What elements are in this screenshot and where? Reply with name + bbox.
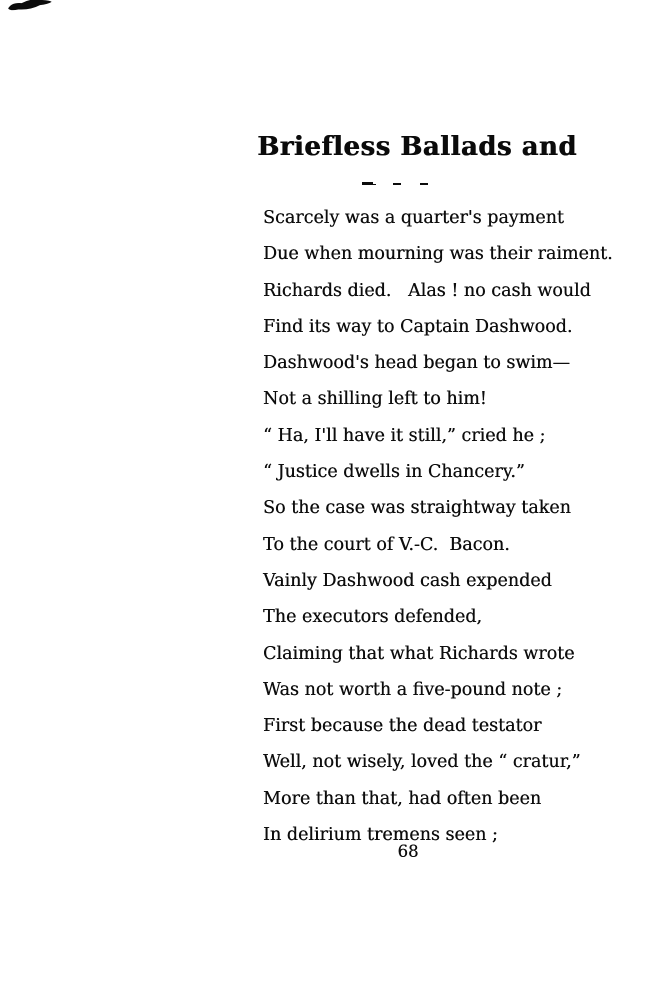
poem-line: To the court of V.-C. Bacon. bbox=[263, 534, 510, 555]
poem-body bbox=[263, 200, 623, 853]
poem-line: Was not worth a five-pound note ; bbox=[263, 679, 563, 700]
poem-line: More than that, had often been bbox=[263, 788, 542, 809]
poem-line: In delirium tremens seen ; bbox=[263, 825, 498, 846]
poem-line: Not a shilling left to him! bbox=[263, 389, 487, 410]
poem-line: First because the dead testator bbox=[263, 716, 542, 737]
poem-line: Richards died. Alas ! no cash would bbox=[263, 280, 591, 301]
poem-line: Scarcely was a quarter's payment bbox=[263, 208, 564, 228]
poem-line: Dashwood's head began to swim— bbox=[263, 353, 570, 374]
ornament-dash-icon bbox=[393, 183, 401, 185]
poem-line: “ Ha, I'll have it still,” cried he ; bbox=[263, 425, 546, 446]
poem-line: The executors defended, bbox=[263, 607, 482, 628]
poem-line: Due when mourning was their raiment. bbox=[263, 244, 613, 265]
poem-line: Well, not wisely, loved the “ cratur,” bbox=[263, 752, 581, 773]
poem-line: “ Justice dwells in Chancery.” bbox=[263, 462, 525, 483]
ornament-dash-icon bbox=[362, 182, 373, 185]
poem-line: Find its way to Captain Dashwood. bbox=[263, 316, 573, 337]
ink-smudge-icon bbox=[5, 0, 58, 17]
page-title: Briefless Ballads and bbox=[257, 132, 577, 162]
poem-line: Claiming that what Richards wrote bbox=[263, 643, 575, 664]
ornament-dash-icon bbox=[420, 183, 428, 185]
poem-line: So the case was straightway taken bbox=[263, 498, 571, 519]
poem-line: Vainly Dashwood cash expended bbox=[263, 570, 552, 591]
page-number: 68 bbox=[397, 842, 419, 861]
ornament-dashes bbox=[362, 182, 428, 185]
